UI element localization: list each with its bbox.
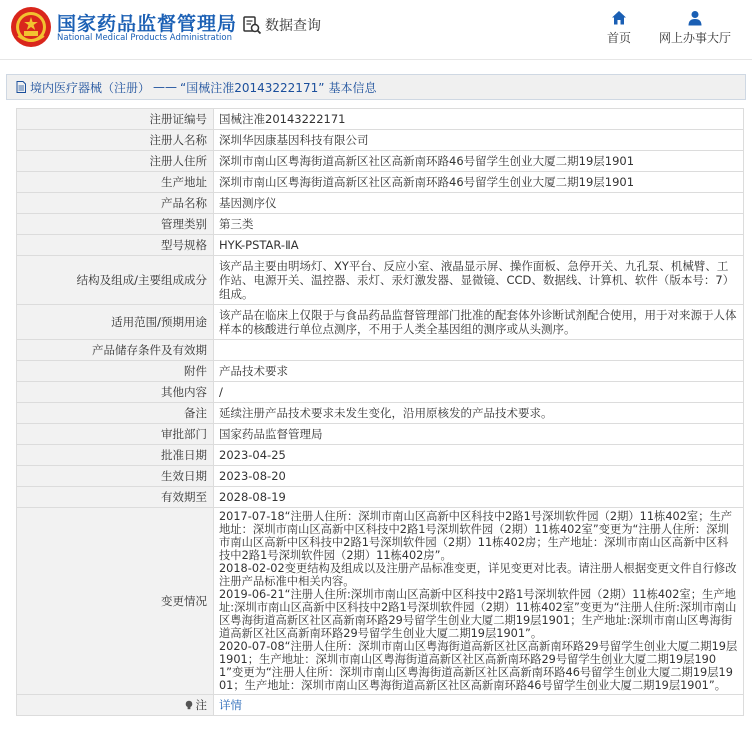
table-row <box>17 235 744 256</box>
site-header <box>0 0 752 60</box>
field-label: 备注 <box>17 403 214 424</box>
table-row <box>17 424 744 445</box>
registration-number-value: 国械注准20143222171 <box>214 109 744 130</box>
management-class-value: 第三类 <box>214 214 744 235</box>
national-emblem-icon <box>10 6 52 48</box>
user-icon <box>687 10 703 26</box>
field-label: 有效期至 <box>17 487 214 508</box>
nav-home[interactable] <box>603 10 635 46</box>
field-label: 其他内容 <box>17 382 214 403</box>
remarks-value: 延续注册产品技术要求未发生变化，沿用原核发的产品技术要求。 <box>214 403 744 424</box>
approval-date-value: 2023-04-25 <box>214 445 744 466</box>
field-label: 注册人住所 <box>17 151 214 172</box>
details-link[interactable]: 详情 <box>219 698 242 712</box>
nav-home-label: 首页 <box>606 31 631 45</box>
note-label <box>184 698 208 712</box>
panel-record-title: “国械注准20143222171” <box>180 80 325 95</box>
note-value-cell <box>214 695 744 716</box>
table-row <box>17 361 744 382</box>
field-label: 生产地址 <box>17 172 214 193</box>
registrant-address-value: 深圳市南山区粤海街道高新区社区高新南环路46号留学生创业大厦二期19层1901 <box>214 151 744 172</box>
field-label: 审批部门 <box>17 424 214 445</box>
approval-dept-value: 国家药品监督管理局 <box>214 424 744 445</box>
product-name-value: 基因测序仪 <box>214 193 744 214</box>
data-query-label: 数据查询 <box>265 18 321 34</box>
effective-date-value: 2023-08-20 <box>214 466 744 487</box>
table-row <box>17 130 744 151</box>
table-row <box>17 445 744 466</box>
nav-online-service[interactable] <box>653 10 737 46</box>
field-label: 产品名称 <box>17 193 214 214</box>
change-history-value: 2017-07-18“注册人住所：深圳市南山区高新中区科技中2路1号深圳软件园（2期）11栋402室；生产地址：深圳市南山区高新中区科技中2路1号深圳软件园（2期）11栋402室”变更为“注册人住所：深圳市南山区高新中区科技中2路1号深圳软件园（2期）11栋402房；生产地址：深圳市南山区高新中区科技中2路1号深圳软件园（2期）11栋402房”。 2018-02-02变更结构及组成以及注册产品标准变更，详见变更对比表。请注册人根据变更文件自行修改注册产品标准中相关内容。 2019-06-21“注册人住所:深圳市南山区高新中区科技中2路1号深圳软件园（2期）11栋402室；生产地址:深圳市南山区高新中区科技中2路1号深圳软件园（2期）11栋402室”变更为“注册人住所:深圳市南山区粤海街道高新区社区高新南环路29号留学生创业大厦二期19层1901；生产地址:深圳市南山区粤海街道高新区社区高新南环路29号留学生创业大厦二期19层1901”。 2020-07-08“注册人住所：深圳市南山区粤海街道高新区社区高新南环路29号留学生创业大厦二期19层1901；生产地址：深圳市南山区粤海街道高新区社区高新南环路29号留学生创业大厦二期19层1901”变更为“注册人住所：深圳市南山区粤海街道高新区社区高新南环路46号留学生创业大厦二期19层1901；生产地址：深圳市南山区粤海街道高新区社区高新南环路46号留学生创业大厦二期19层1901”。 <box>214 508 744 695</box>
data-query-icon <box>242 15 262 35</box>
other-content-value: / <box>214 382 744 403</box>
field-label: 附件 <box>17 361 214 382</box>
field-label: 注册证编号 <box>17 109 214 130</box>
panel-suffix: 基本信息 <box>328 80 377 95</box>
field-label: 结构及组成/主要组成成分 <box>17 256 214 305</box>
data-query-link[interactable] <box>242 15 321 35</box>
bulb-icon <box>184 700 194 710</box>
document-icon <box>15 81 27 93</box>
expiry-date-value: 2028-08-19 <box>214 487 744 508</box>
structure-value: 该产品主要由明场灯、XY平台、反应小室、液晶显示屏、操作面板、急停开关、九孔泵、机械臂、工作站、电源开关、温控器、汞灯、汞灯激发器、显微镜、CCD、数据线、计算机、软件（版本号：7）组成。 <box>214 256 744 305</box>
site-title-en: National Medical Products Administration <box>57 33 232 43</box>
table-row <box>17 403 744 424</box>
registration-info-table <box>16 108 744 716</box>
attachment-value: 产品技术要求 <box>214 361 744 382</box>
model-spec-value: HYK-PSTAR-ⅡA <box>214 235 744 256</box>
panel-title <box>6 74 746 100</box>
table-row <box>17 508 744 695</box>
table-row <box>17 466 744 487</box>
note-label-text: 注 <box>195 697 207 712</box>
table-row <box>17 151 744 172</box>
site-title-cn: 国家药品监督管理局 <box>57 13 238 35</box>
field-label: 注册人名称 <box>17 130 214 151</box>
table-row <box>17 256 744 305</box>
table-row <box>17 382 744 403</box>
storage-value <box>214 340 744 361</box>
field-label: 生效日期 <box>17 466 214 487</box>
table-row <box>17 305 744 340</box>
detail-panel <box>6 74 746 100</box>
note-label-cell <box>17 695 214 716</box>
home-icon <box>611 10 627 26</box>
table-row <box>17 193 744 214</box>
table-row <box>17 487 744 508</box>
panel-dash: —— <box>153 80 178 94</box>
field-label: 产品储存条件及有效期 <box>17 340 214 361</box>
panel-category: 境内医疗器械（注册） <box>30 80 151 95</box>
nav-online-service-label: 网上办事大厅 <box>658 31 731 45</box>
field-label: 适用范围/预期用途 <box>17 305 214 340</box>
field-label: 管理类别 <box>17 214 214 235</box>
registrant-name-value: 深圳华因康基因科技有限公司 <box>214 130 744 151</box>
field-label: 批准日期 <box>17 445 214 466</box>
production-address-value: 深圳市南山区粤海街道高新区社区高新南环路46号留学生创业大厦二期19层1901 <box>214 172 744 193</box>
field-label: 型号规格 <box>17 235 214 256</box>
table-row <box>17 340 744 361</box>
table-row <box>17 214 744 235</box>
table-row <box>17 695 744 716</box>
field-label: 变更情况 <box>17 508 214 695</box>
table-row <box>17 172 744 193</box>
intended-use-value: 该产品在临床上仅限于与食品药品监督管理部门批准的配套体外诊断试剂配合使用，用于对来源于人体样本的核酸进行单位点测序，不用于人类全基因组的测序或从头测序。 <box>214 305 744 340</box>
table-row <box>17 109 744 130</box>
